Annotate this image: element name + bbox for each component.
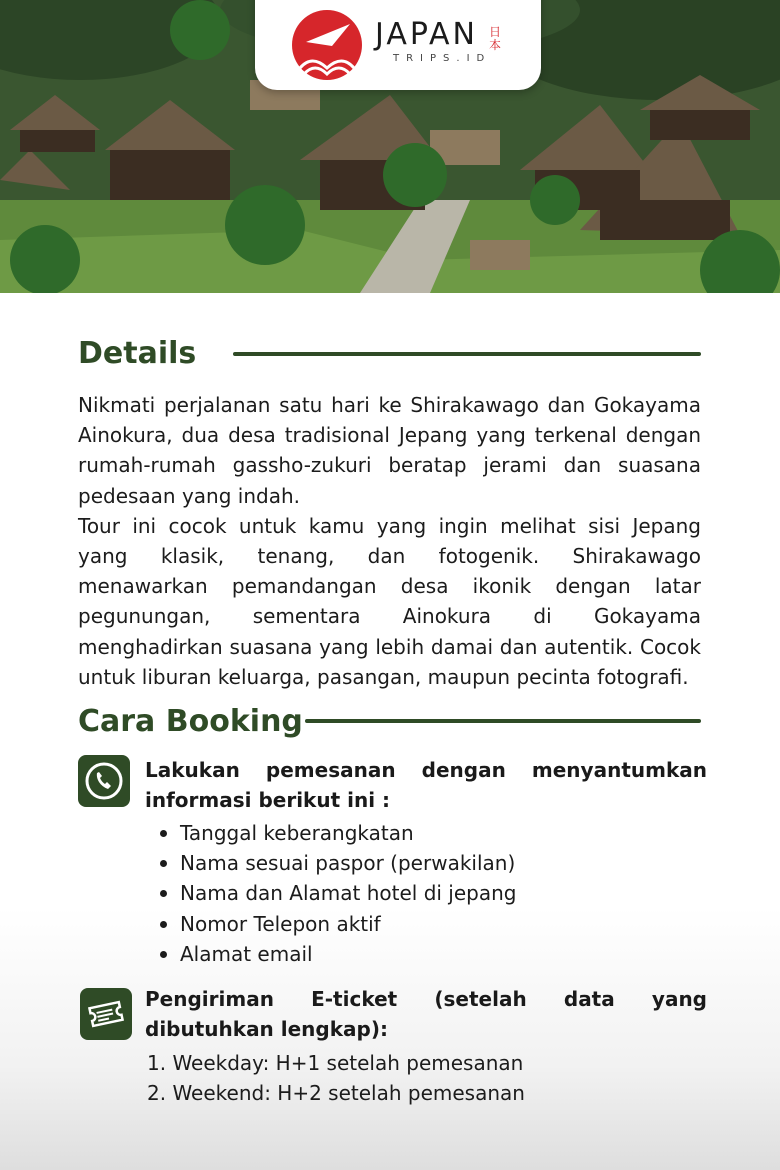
list-item: Tanggal keberangkatan (160, 818, 517, 848)
logo-emblem-icon (292, 10, 362, 80)
eticket-schedule-list (147, 1048, 525, 1108)
booking-heading-rule (305, 719, 701, 723)
logo-wordmark: JAPAN (375, 17, 478, 52)
logo-kanji: 日本 (488, 25, 501, 52)
list-item: Nama sesuai paspor (perwakilan) (160, 848, 517, 878)
details-heading: Details (78, 336, 197, 371)
details-paragraph-1: Nikmati perjalanan satu hari ke Shirakawago dan Gokayama Ainokura, dua desa tradisional Jepang yang terkenal dengan rumah-rumah gassho-zukuri beratap jerami dan suasana pedesaan yang indah. (78, 393, 701, 508)
phone-icon (78, 755, 130, 807)
details-heading-rule (233, 352, 701, 356)
booking-step-1-title: Lakukan pemesanan dengan menyantumkan informasi berikut ini : (145, 758, 707, 812)
booking-info-list (160, 818, 517, 969)
booking-step-2-title: Pengiriman E-ticket (setelah data yang dibutuhkan lengkap): (145, 987, 707, 1041)
details-description (78, 390, 701, 692)
list-item: Alamat email (160, 939, 517, 969)
list-item: Nama dan Alamat hotel di jepang (160, 878, 517, 908)
logo-subtitle: TRIPS.ID (393, 53, 492, 64)
booking-heading: Cara Booking (78, 704, 303, 739)
list-item: 1. Weekday: H+1 setelah pemesanan (147, 1051, 524, 1075)
brand-logo[interactable] (255, 0, 541, 90)
list-item: 2. Weekend: H+2 setelah pemesanan (147, 1081, 525, 1105)
list-item: Nomor Telepon aktif (160, 909, 517, 939)
details-paragraph-2: Tour ini cocok untuk kamu yang ingin melihat sisi Jepang yang klasik, tenang, dan fotogenik. Shirakawago menawarkan pemandangan desa ikonik dengan latar pegunungan, sementara Ainokura di Gokayama menghadirkan suasana yang lebih damai dan autentik. Cocok untuk liburan keluarga, pasangan, maupun pecinta fotografi. (78, 513, 701, 689)
ticket-icon (80, 988, 132, 1040)
